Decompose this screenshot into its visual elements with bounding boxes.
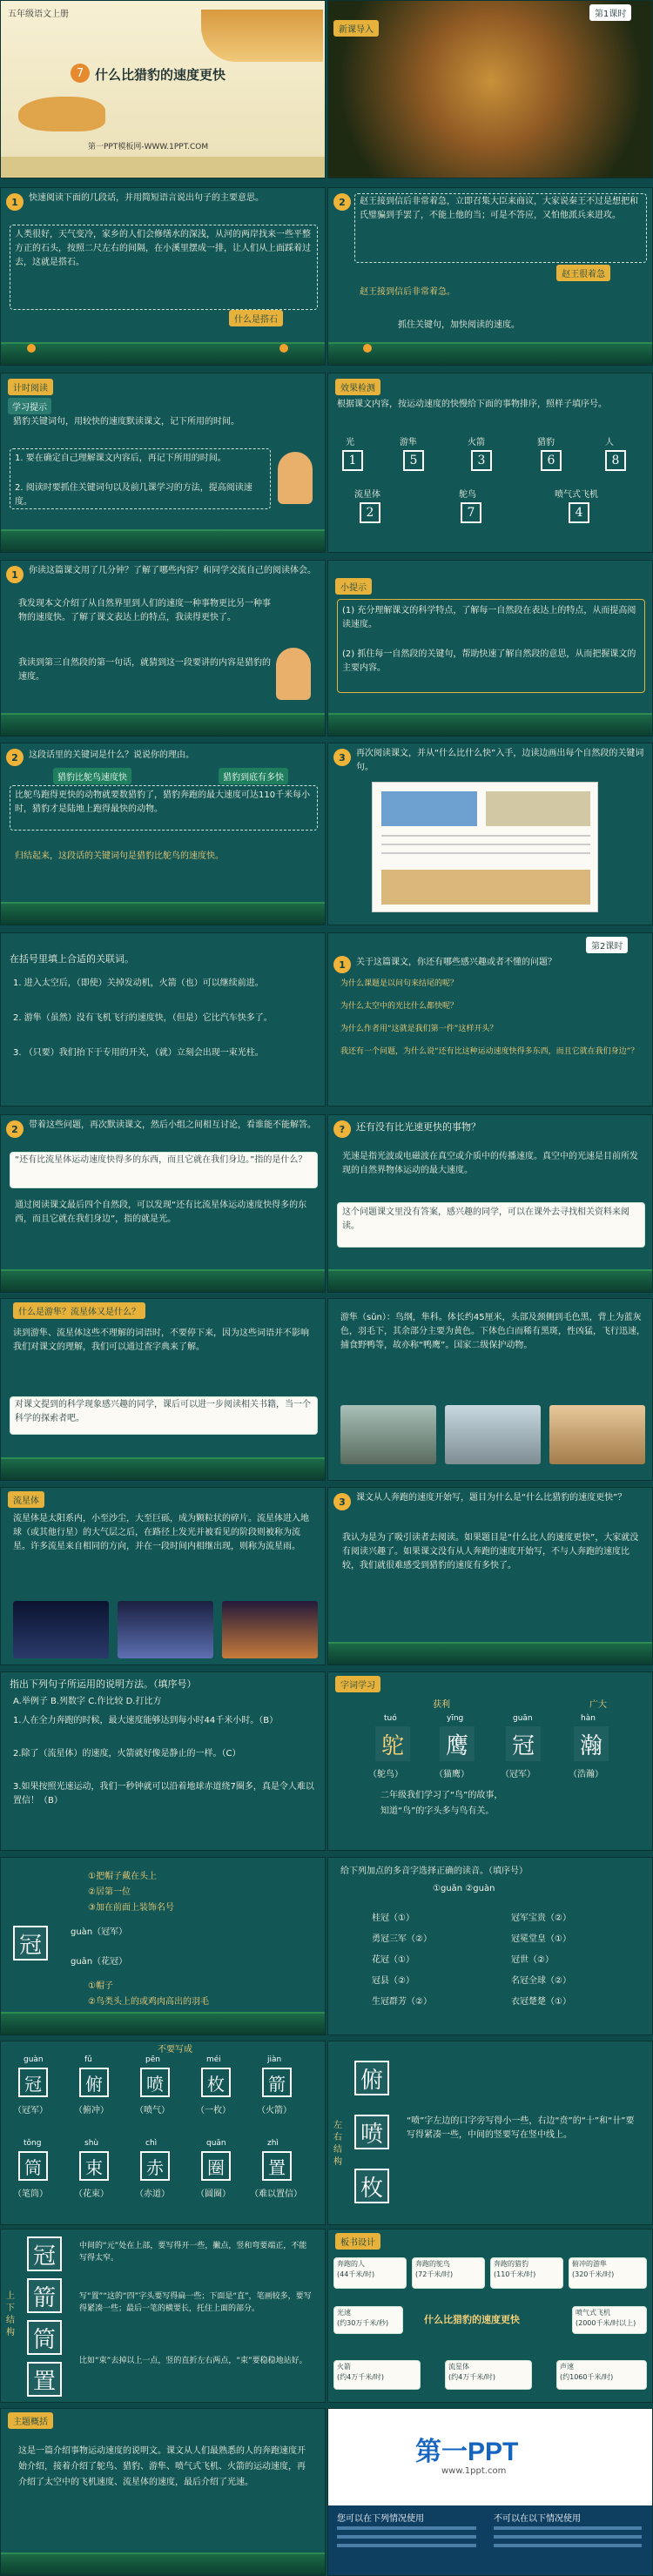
slide-vocab: 字词学习 获利 广大 tuó yīng guān hàn 鸵 鹰 冠 瀚 （鸵鸟） （猫鹰） （冠军） （浩瀚） 二年级我们学习了“鸟”的故事， 知道“鸟”的字头多与鸟有关。 <box>327 1671 653 1851</box>
meaning-2: ②居第一位 <box>88 1887 131 1897</box>
slide-left-right: 左右结构 俯 喷 枚 “喷”字左边的口字旁写得小一些，右边“贲”的“十”和“卄”要写得紧凑一些，中间的竖要写在竖中线上。 <box>327 2041 653 2225</box>
item-1: 1. 进入太空后，（即使）关掉发动机，火箭（也）可以继续前进。 <box>13 979 264 988</box>
answer-tag: 什么是搭石 <box>229 310 283 326</box>
lesson-tag: 第2课时 <box>586 937 628 953</box>
meaning-5: ②鸟类头上的或鸡肉高出的羽毛 <box>88 1997 209 2007</box>
keyword-1: 猎豹比鸵鸟速度快 <box>53 768 131 784</box>
summary: 这是一篇介绍事物运动速度的说明文。课文从人们最熟悉的人的奔跑速度开始介绍，接着介绍了鸵鸟、猎豹、游隼、喷气式飞机、火箭的运动速度，再介绍了太空中的飞机速度、流星体的速度，最后介绍了光速。 <box>18 2446 306 2487</box>
q-number: 2 <box>6 1120 24 1138</box>
note-3: 比如“束”去掉以上一点，竖的直折左右两点，“束”要稳稳地站好。 <box>79 2357 307 2365</box>
structure-label: 上下结构 <box>6 2291 15 2337</box>
slide-polyphone: 给下列加点的多音字选择正确的读音。（填序号） ①guān ②guàn 桂冠（①） 冠军宝贵（②） 勇冠三军（②） 冠冕堂皇（①） 花冠（①） 冠世（②） 冠县（②） 名冠全球（②） 生冠群芳（②） 衣冠楚楚（①） <box>327 1857 653 2035</box>
q-number: 1 <box>6 193 24 211</box>
bullet-1: 为什么课题是以问句来结尾的呢？ <box>340 979 459 988</box>
paragraph: 人类很好，天气变冷，家乡的人们会修缮水的深浅，从河的两岸找来一些平整方正的石头，按照二尺左右的间隔，在小溪里摆成一排，让人们从上面踩着过去，这就是搭石。 <box>15 230 311 267</box>
paragraph: 读到游隼、流星体这些不理解的词语时，不要停下来，因为这些词语并不影响我们对课文的理解，我们可以通过查字典来了解。 <box>13 1328 309 1352</box>
paragraph: 流星体是太阳系内，小至沙尘，大至巨砾，成为颗粒状的碎片。流星体进入地球（或其他行星）的大气层之后，在路径上发光并被看见的阶段则被称为流星。许多流星来自相同的方向，并在一段时间内相继出现，则称为流星雨。 <box>13 1514 309 1551</box>
answer-box: 4 <box>569 502 589 523</box>
slide-discuss <box>0 560 326 736</box>
paragraph: 游隼（sǔn）：鸟纲，隼科。体长约45厘米，头部及颈侧到毛色黑，背上为蓝灰色，羽毛下，其余部分主要为黄色。下体色白而稀有黑斑，性凶猛，飞行迅速，捕食野鸭等，故亦称“鸭鹰”。国家二级保护动物。 <box>340 1313 645 1350</box>
q-number: 2 <box>6 749 24 766</box>
question: 关于这篇课文，你还有哪些感兴趣或者不懂的问题？ <box>356 958 556 967</box>
meaning-4: ①帽子 <box>88 1981 113 1991</box>
hint: 抓住关键句，加快阅读的速度。 <box>398 320 520 330</box>
slide-light-speed <box>327 1114 653 1293</box>
slide-keywords <box>0 743 326 925</box>
question: 这段话里的关键词是什么？说说你的理由。 <box>29 750 194 760</box>
intro-tag: 新课导入 <box>333 20 379 37</box>
answer-box: 5 <box>403 450 424 471</box>
falcon-photo-2 <box>445 1405 541 1464</box>
child-illustration <box>278 452 313 504</box>
item-2: 2.除了（流星体）的速度，火箭就好像是静止的一样。（C） <box>13 1749 241 1759</box>
char: 冠 <box>13 1926 48 1961</box>
question: 给下列加点的多音字选择正确的读音。（填序号） <box>340 1866 528 1876</box>
item-3: 3.如果按照光速运动，我们一秒钟就可以沿着地球赤道绕7圈多，真是令人难以置信！（B） <box>13 1782 314 1806</box>
header: 不要写成 <box>158 2045 192 2055</box>
tip-1: (1) 充分理解课文的科学特点，了解每一自然段在表达上的特点，从而提高阅读速度。 <box>342 606 636 629</box>
item-3: 3. （只要）我们抬下于专用的开关，（就）立刻会出现一束光柱。 <box>13 1048 264 1058</box>
note: “喷”字左边的口字旁写得小一些，右边“贲”的“十”和“卄”要写得紧凑一些，中间的竖要写在竖中线上。 <box>407 2116 635 2140</box>
answer-1: 我发现本文介绍了从自然界里到人们的速度一种事物更比另一种事物的速度快。了解了课文表达上的特点，我读得更快了。 <box>18 599 271 622</box>
bullet-3: 为什么作者用“这就是我们第一件”这样开头？ <box>340 1025 498 1033</box>
slide-tips <box>327 560 653 736</box>
instruction: 猎豹关键词句，用较快的速度默读课文，记下所用的时间。 <box>13 417 239 427</box>
q-number: 1 <box>6 566 24 583</box>
slide-board: 板书设计 奔跑的人 (44千米/时) 奔跑的鸵鸟 (72千米/时) 奔跑的猎豹 (110千米/时) 俯冲的游隼 (320千米/时) 光速 (约30万千米/秒) 什么比猎豹的速度更快 喷气式飞机 (2000千米/时以上) 火箭 (约4万千米/时) 流星体 (约4万千米/时) 声速 (约1060千米/时) <box>327 2229 653 2403</box>
options: ①guān ②guàn <box>433 1884 495 1893</box>
answer-2: 我读到第三自然段的第一句话，就猜到这一段要讲的内容是猎豹的速度。 <box>18 658 271 682</box>
answer-box: 3 <box>471 450 492 471</box>
slide-peregrine-info <box>327 1298 653 1481</box>
answer-box: 1 <box>342 450 363 471</box>
slide-methods <box>0 1671 326 1851</box>
note-2: 写“置”“这的“四”字头要写得扁一些；下面是“直”，笔画较多，要写得紧凑一些；最后一笔的横要长，托住上面的部分。 <box>79 2292 312 2313</box>
structure-label: 左右结构 <box>333 2121 342 2167</box>
item-1: 1.人在全力奔跑的时候，最大速度能够达到每小时44千米小时。（B） <box>13 1716 279 1725</box>
bullet-4: 我还有一个问题，为什么说“还有比这种运动速度快得多东西，而且它就在我们身边”？ <box>340 1047 639 1056</box>
answer-box: 8 <box>605 450 626 471</box>
top-hint-1: 获利 <box>433 1700 450 1710</box>
question: 快速阅读下面的几段话，并用简短语言说出句子的主要意思。 <box>29 193 264 203</box>
note: 对课文提到的科学现象感兴趣的同学，课后可以进一步阅读相关书籍，当一个科学的探索者吧。 <box>15 1400 311 1423</box>
answer-box: 2 <box>360 502 380 523</box>
item-2: 2. 游隼（虽然）没有飞机飞行的速度快，（但是）它比汽车快多了。 <box>13 1013 273 1023</box>
question: 在括号里填上合适的关联词。 <box>10 953 134 965</box>
slide-group-discuss <box>0 1114 326 1293</box>
slide-check: 效果检测 根据课文内容，按运动速度的快慢给下面的事物排序，照样子填序号。 光 游隼 火箭 猎豹 人 1 5 3 6 8 流星体 鸵鸟 喷气式飞机 2 7 4 <box>327 373 653 553</box>
char: 鸵 <box>375 1726 410 1761</box>
lesson-number-badge: 7 <box>71 64 90 83</box>
slide-writing-chars: 不要写成 guàn fǔ pēn méi jiàn 冠 俯 喷 枚 箭 （冠军） （俯冲） （喷气） （一枚） （火箭） tǒng shù chì quān zhì 筒 束 赤 圈 置 （笔筒） （花束） （赤道） （圆圈） （难以置信） <box>0 2041 326 2225</box>
slide-timed-reading <box>0 373 326 553</box>
question: 指出下列句子所运用的说明方法。（填序号） <box>10 1678 197 1690</box>
section-tag: 流星体 <box>8 1491 44 1508</box>
answer: 我认为是为了吸引读者去阅读。如果题目是“什么比人的速度更快”，大家就没有阅读兴趣了。如果课文没有从人奔跑的速度开始写，不与人奔跑的速度比较，我们就很难感受到猎豹的速度有多快了。 <box>342 1533 639 1570</box>
lesson-title: 什么比猎豹的速度更快 <box>95 67 226 83</box>
question: 再次阅读课文，并从“什么比什么快”入手，边读边画出每个自然段的关键词句。 <box>356 749 644 772</box>
textbook-page <box>372 782 598 912</box>
falcon-photo-1 <box>340 1405 436 1464</box>
slide-theme <box>0 2408 326 2576</box>
slide-intro <box>327 0 653 178</box>
slide-title-reason <box>327 1487 653 1665</box>
board-center: 什么比猎豹的速度更快 <box>424 2314 520 2325</box>
char: 冠 <box>506 1726 541 1761</box>
slide-guan-meaning <box>0 1857 326 2035</box>
quote: “还有比流星体运动速度快得多的东西，而且它就在我们身边。”指的是什么？ <box>15 1155 307 1165</box>
meteor-photo-2 <box>118 1601 213 1658</box>
tree-silhouette <box>201 10 323 62</box>
slide-top-bottom: 上下结构 冠 箭 筒 置 中间的“元”处在上部，要写得开一些，撇点，竖和弯要端正，不能写得太窄。 写“置”“这的“四”字头要写得扁一些；下面是“直”，笔画较多，要写得紧凑一些；最后一笔的横要长，托住上面的部分。 比如“束”去掉以上一点，竖的直折左右两点，“束”要稳稳地站好。 <box>0 2229 326 2403</box>
slide-peregrine <box>0 1298 326 1481</box>
reading-1: guàn（冠军） <box>71 1927 128 1937</box>
question: 课文从人奔跑的速度开始写，题目为什么是“什么比猎豹的速度更快”？ <box>356 1493 627 1503</box>
options: A.举例子 B.列数字 C.作比较 D.打比方 <box>13 1697 162 1706</box>
tip-tag: 小提示 <box>335 578 372 595</box>
meaning-3: ③加在前面上装饰名号 <box>88 1903 174 1913</box>
section-tag: 字词学习 <box>335 1676 380 1692</box>
highlight: 这个问题课文里没有答案，感兴趣的同学，可以在课外去寻找相关资料来阅读。 <box>342 1207 629 1231</box>
slide-title <box>0 0 326 178</box>
answer-box: 6 <box>541 450 562 471</box>
child-illustration <box>276 648 311 700</box>
lesson-tag: 第1课时 <box>589 4 631 21</box>
q-number: 3 <box>333 1493 351 1510</box>
section-tag: 主题概括 <box>8 2412 53 2429</box>
slide-q2 <box>327 187 653 366</box>
meaning-1: ①把帽子戴在头上 <box>88 1872 157 1881</box>
grade-label: 五年级语文上册 <box>8 10 69 19</box>
q-icon: ? <box>333 1120 351 1138</box>
slide-questions <box>327 932 653 1106</box>
question: 还有没有比光速更快的事物？ <box>356 1121 481 1133</box>
note-1: 中间的“元”处在上部，要写得开一些，撇点，竖和弯要端正，不能写得太窄。 <box>79 2242 307 2263</box>
meteor-photo-1 <box>13 1601 109 1658</box>
step-1: 1. 要在确定自己理解课文内容后，再记下所用的时间。 <box>15 454 226 463</box>
answer: 赵王接到信后非常着急。 <box>360 287 455 297</box>
cheetah-silhouette <box>18 97 105 131</box>
note-2: 知道“鸟”的字头多与鸟有关。 <box>380 1806 495 1816</box>
section-tag: 计时阅读 <box>8 379 53 395</box>
question: 根据课文内容，按运动速度的快慢给下面的事物排序，照样子填序号。 <box>337 400 607 409</box>
tip-2: (2) 抓住每一自然段的关键句，帮助快速了解自然段的意思，从而把握课文的主要内容。 <box>342 649 636 673</box>
bullet-2: 为什么太空中的光比什么都快呢？ <box>340 1002 459 1011</box>
cannot-use-heading: 不可以在以下情况使用 <box>494 2514 581 2524</box>
slide-brand <box>327 2408 653 2576</box>
paragraph: 赵王接到信后非常着急，立即召集大臣来商议，大家说秦王不过是想把和氏璧骗到手罢了，不能上他的当；可是不答应，又怕他派兵来进攻。 <box>360 197 638 220</box>
brand-logo: 第一PPT <box>415 2438 519 2466</box>
answer: 归结起来，这段话的关键词句是猎豹比鸵鸟的速度快。 <box>15 851 224 861</box>
slide-q1 <box>0 187 326 366</box>
char: 瀚 <box>574 1726 609 1761</box>
q-number: 3 <box>333 749 351 766</box>
question-tag: 什么是游隼？流星体又是什么？ <box>13 1302 145 1319</box>
can-use-heading: 您可以在下列情况使用 <box>337 2514 424 2524</box>
meteor-photo-3 <box>222 1601 318 1658</box>
section-tag: 板书设计 <box>335 2233 380 2250</box>
char: 鹰 <box>440 1726 475 1761</box>
slide-meteoroid <box>0 1487 326 1665</box>
q-number: 2 <box>333 193 351 211</box>
tip-chip: 学习提示 <box>8 398 51 414</box>
note-1: 二年级我们学习了“鸟”的故事， <box>380 1791 503 1800</box>
q-number: 1 <box>333 956 351 973</box>
slide-mark-keywords <box>327 743 653 925</box>
answer-tag: 赵王很着急 <box>556 265 610 281</box>
step-2: 2. 阅读时要抓住关键词句以及前几课学习的方法，提高阅读速度。 <box>15 483 252 507</box>
answer-box: 7 <box>461 502 481 523</box>
paragraph: 比鸵鸟跑得更快的动物就要数猎豹了，猎豹奔跑的最大速度可达110千米每小时，猎豹才是陆地上跑得最快的动物。 <box>15 790 311 814</box>
paragraph: 光速是指光波或电磁波在真空或介质中的传播速度。真空中的光速是目前所发现的自然界物体运动的最大速度。 <box>342 1152 638 1175</box>
question: 你读这篇课文用了几分钟？了解了哪些内容？和同学交流自己的阅读体会。 <box>29 566 316 575</box>
falcon-photo-3 <box>549 1405 645 1464</box>
answer: 通过阅读课文最后四个自然段，可以发现“还有比流星体运动速度快得多的东西，而且它就在我们身边”，指的就是光。 <box>15 1201 307 1224</box>
question: 带着这些问题，再次默读课文，然后小组之间相互讨论，看谁能不能解答。 <box>29 1120 316 1130</box>
keyword-2: 猎豹到底有多快 <box>219 768 288 784</box>
footer-note: 第一PPT模板网-WWW.1PPT.COM <box>88 143 209 151</box>
slide-connectives <box>0 932 326 1106</box>
top-hint-2: 广大 <box>589 1700 607 1710</box>
section-tag: 效果检测 <box>335 379 380 395</box>
reading-2: guān（花冠） <box>71 1957 128 1967</box>
brand-url: www.1ppt.com <box>441 2466 507 2476</box>
